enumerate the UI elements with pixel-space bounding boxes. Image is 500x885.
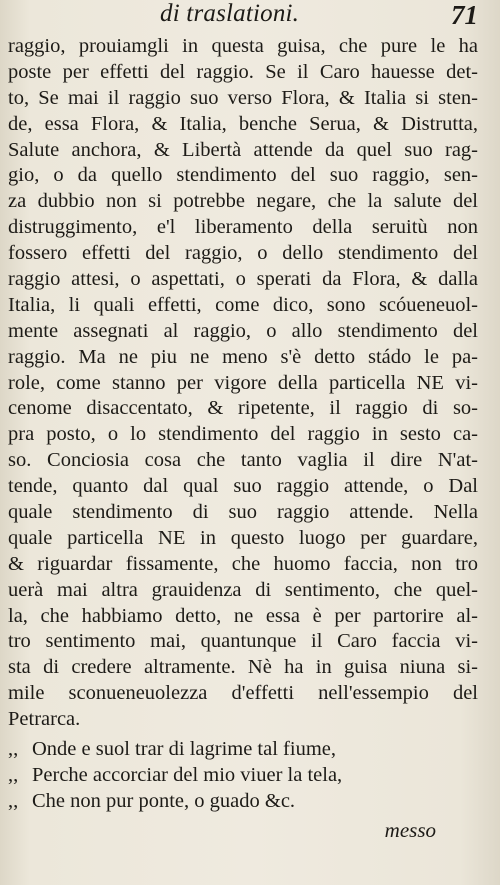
text-line: mente assegnati al raggio, o allo stendimento del bbox=[8, 319, 478, 342]
verse-line bbox=[8, 788, 448, 814]
text-line: de, essa Flora, & Italia, benche Serua, & Distrutta, bbox=[8, 112, 478, 135]
text-line: distruggimento, e'l liberamento della seruitù non bbox=[8, 216, 478, 239]
text-line: Salute anchora, & Libertà attende da quel suo rag- bbox=[8, 138, 478, 161]
verse-text: Che non pur ponte, o guado &c. bbox=[32, 790, 296, 812]
text-line: poste per effetti del raggio. Se il Caro hauesse det- bbox=[8, 60, 478, 83]
running-head: di traslationi. bbox=[160, 0, 300, 27]
page-number: 71 bbox=[451, 0, 478, 30]
text-line: la, che habbiamo detto, ne essa è per partorire al- bbox=[8, 604, 478, 627]
text-line: uerà mai altra grauidenza di sentimento, che quel- bbox=[8, 578, 478, 601]
verse-quotation bbox=[8, 736, 448, 814]
text-line: tende, quanto dal qual suo raggio attende, o Dal bbox=[8, 475, 478, 498]
verse-text: Perche accorciar del mio viuer la tela, bbox=[32, 764, 343, 786]
text-line: fossero effetti del raggio, o dello stendimento del bbox=[8, 242, 478, 265]
quotation-mark: ,, bbox=[8, 764, 19, 786]
text-line: role, come stanno per vigore della particella NE vi- bbox=[8, 371, 478, 394]
text-line: za dubbio non si potrebbe negare, che la salute del bbox=[8, 190, 478, 213]
text-line: raggio. Ma ne piu ne meno s'è detto stádo le pa- bbox=[8, 345, 478, 368]
page-header bbox=[0, 0, 500, 30]
text-line: so. Conciosia cosa che tanto vaglia il dire N'at- bbox=[8, 449, 478, 472]
text-line: cenome disaccentato, & ripetente, il raggio di so- bbox=[8, 397, 478, 420]
quotation-mark: ,, bbox=[8, 790, 19, 812]
text-line: pra posto, o lo stendimento del raggio in sesto ca- bbox=[8, 423, 478, 446]
text-line: quale particella NE in questo luogo per guardare, bbox=[8, 526, 478, 549]
text-line: Petrarca. bbox=[8, 708, 81, 731]
text-line: raggio, prouiamgli in questa guisa, che pure le ha bbox=[8, 35, 478, 57]
text-line: tro sentimento mai, quantunque il Caro faccia vi- bbox=[8, 630, 478, 653]
text-line: & riguardar fissamente, che huomo faccia, non tro bbox=[8, 552, 478, 575]
text-line: Italia, li quali effetti, come dico, sono scóueneuol- bbox=[8, 293, 478, 316]
text-line: mile sconueneuolezza d'effetti nell'essempio del bbox=[8, 682, 478, 705]
text-line: gio, o da quello stendimento del suo raggio, sen- bbox=[8, 164, 478, 187]
verse-text: Onde e suol trar di lagrime tal fiume, bbox=[32, 738, 336, 760]
text-line: raggio attesi, o aspettati, o sperati da Flora, & dalla bbox=[8, 268, 478, 291]
verse-line bbox=[8, 736, 448, 762]
text-line: quale stendimento di suo raggio attende. Nella bbox=[8, 501, 478, 524]
quotation-mark: ,, bbox=[8, 738, 19, 760]
body-text bbox=[8, 34, 478, 733]
text-line: to, Se mai il raggio suo verso Flora, & Italia si sten- bbox=[8, 86, 478, 109]
verse-line bbox=[8, 762, 448, 788]
text-line: sta di credere altramente. Nè ha in guisa niuna si- bbox=[8, 656, 478, 679]
catchword: messo bbox=[384, 818, 436, 842]
